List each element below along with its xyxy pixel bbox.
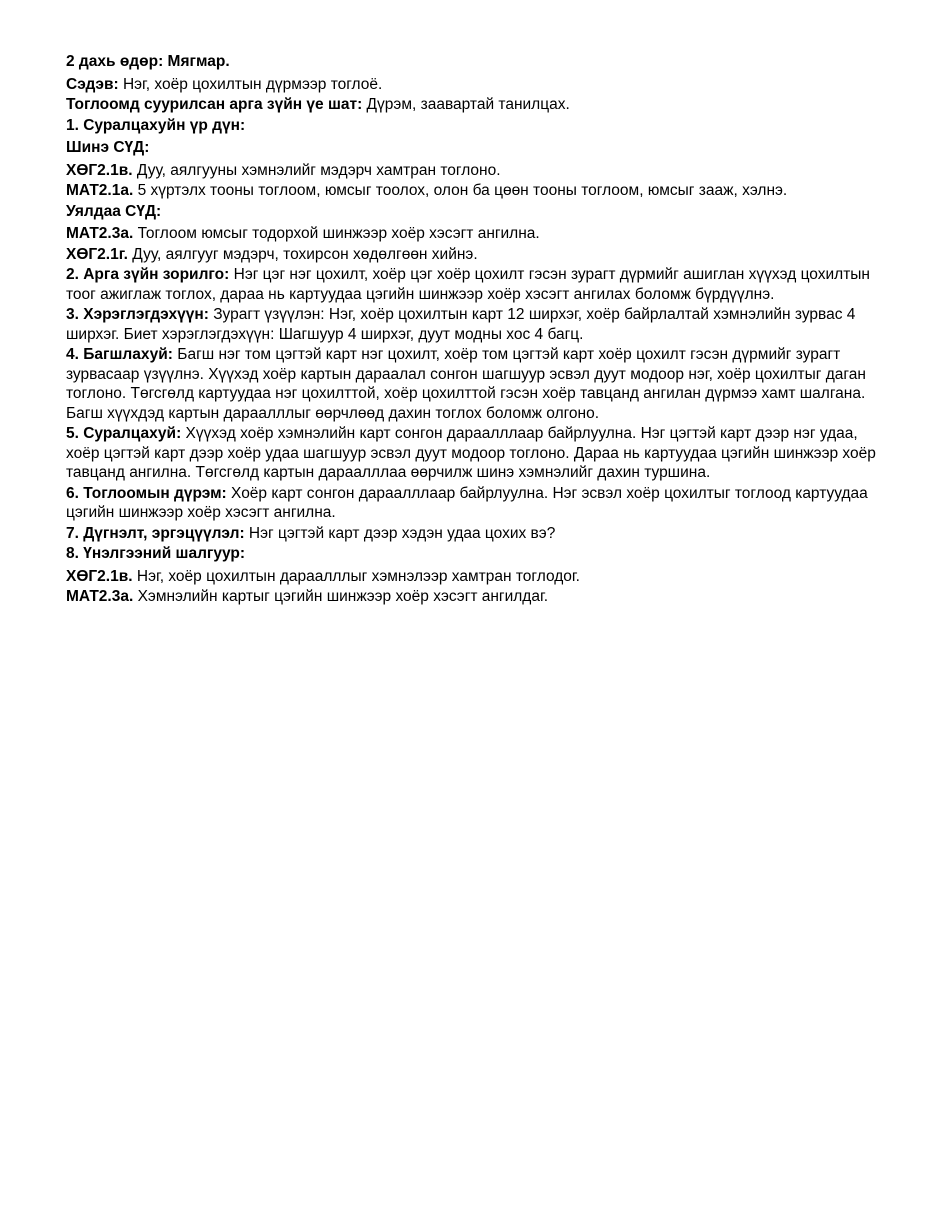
criteria-item bbox=[66, 567, 876, 587]
section-text: Нэг цэг нэг цохилт, хоёр цэг хоёр цохилт гэсэн зурагт дүрмийг ашиглан хүүхэд цохилтын тоог ажиглаж тоглох, дараа нь картуудаа цэгийн шинжээр хоёр хэсэгт ангилах боломж бүрдүүлнэ. bbox=[66, 266, 870, 303]
section-learning bbox=[66, 424, 876, 483]
outcome-item bbox=[66, 224, 876, 244]
section-method-goal bbox=[66, 265, 876, 304]
section-text: Хүүхэд хоёр хэмнэлийн карт сонгон дараалллаар байрлуулна. Нэг цэгтэй карт дээр нэг удаа, хоёр цэгтэй карт дээр хоёр удаа шагшуур эсвэл дуут модоор тоглоно. Дараа нь картуудаа цэгийн шинжээр хоёр тавцанд ангилна. Төгсгөлд картын дараалллаа өөрчилж шинэ хэмнэлийг дахин туршина. bbox=[66, 425, 876, 481]
outcomes-heading: 1. Суралцахуйн үр дүн: bbox=[66, 116, 246, 134]
section-game-rules bbox=[66, 484, 876, 523]
outcome-text: Дуу, аялгууны хэмнэлийг мэдэрч хамтран тоглоно. bbox=[132, 161, 501, 179]
section-text: Багш нэг том цэгтэй карт нэг цохилт, хоёр том цэгтэй карт хоёр цохилт гэсэн дүрмийг зурагт зурвасаар үзүүлнэ. Хүүхэд хоёр картын дараалал сонгон шагшуур эсвэл дуут модоор нэг, хоёр цохилтыг даган тоглоно. Төгсгөлд картуудаа нэг цохилттой, хоёр цохилттой гэсэн хоёр тавцанд ангилан дүрмээ хамт шалгана. Багш хүүхдэд картын дараалллыг өөрчлөөд дахин тоглох боломж олгоно. bbox=[66, 346, 866, 422]
criteria-item bbox=[66, 587, 876, 607]
criteria-code: МАТ2.3а. bbox=[66, 588, 134, 605]
criteria-text: Нэг, хоёр цохилтын дараалллыг хэмнэлээр хамтран тоглодог. bbox=[132, 567, 580, 585]
day-heading: 2 дахь өдөр: Мягмар. bbox=[66, 53, 230, 70]
section-reflection bbox=[66, 524, 876, 544]
topic-line bbox=[66, 75, 876, 95]
criteria-heading: 8. Үнэлгээний шалгуур: bbox=[66, 545, 246, 562]
topic-text: Нэг, хоёр цохилтын дүрмээр тоглоё. bbox=[118, 75, 383, 93]
section-teaching bbox=[66, 345, 876, 423]
section-materials bbox=[66, 305, 876, 344]
outcome-code: МАТ2.1а. bbox=[66, 182, 134, 199]
criteria-code: ХӨГ2.1в. bbox=[66, 567, 133, 585]
outcome-text: 5 хүртэлх тооны тоглоом, юмсыг тоолох, олон ба цөөн тооны тоглоом, юмсыг зааж, хэлнэ. bbox=[133, 182, 788, 199]
new-outcomes-heading: Шинэ СҮД: bbox=[66, 139, 150, 156]
document-page bbox=[66, 52, 876, 608]
outcome-item bbox=[66, 161, 876, 181]
section-text: Зурагт үзүүлэн: Нэг, хоёр цохилтын карт 12 ширхэг, хоёр байрлалтай хэмнэлийн зурвас 4 ширхэг. Биет хэрэглэгдэхүүн: Шагшуур 4 ширхэг, дуут модны хос 4 багц. bbox=[66, 306, 856, 343]
linked-outcomes-heading: Уялдаа СҮД: bbox=[66, 202, 162, 220]
outcome-code: МАТ2.3а. bbox=[66, 225, 134, 242]
section-text: Нэг цэгтэй карт дээр хэдэн удаа цохих вэ? bbox=[244, 524, 556, 542]
section-text: Хоёр карт сонгон дараалллаар байрлуулна. Нэг эсвэл хоёр цохилтыг тоглоод картуудаа цэгийн шинжээр хоёр хэсэгт ангилна. bbox=[66, 484, 868, 521]
outcome-code: ХӨГ2.1г. bbox=[66, 245, 128, 263]
outcome-item bbox=[66, 245, 876, 265]
topic-label: Сэдэв: bbox=[66, 75, 119, 93]
method-stage-line bbox=[66, 95, 876, 115]
section-label: 2. Арга зүйн зорилго: bbox=[66, 266, 230, 283]
outcome-text: Тоглоом юмсыг тодорхой шинжээр хоёр хэсэгт ангилна. bbox=[133, 225, 540, 242]
method-stage-text: Дүрэм, заавартай танилцах. bbox=[362, 96, 570, 113]
section-label: 7. Дүгнэлт, эргэцүүлэл: bbox=[66, 524, 245, 542]
section-label: 6. Тоглоомын дүрэм: bbox=[66, 484, 227, 502]
outcome-code: ХӨГ2.1в. bbox=[66, 161, 133, 179]
section-label: 5. Суралцахуй: bbox=[66, 425, 182, 442]
outcome-item bbox=[66, 181, 876, 201]
method-stage-label: Тоглоомд суурилсан арга зүйн үе шат: bbox=[66, 96, 363, 113]
outcome-text: Дуу, аялгууг мэдэрч, тохирсон хөдөлгөөн хийнэ. bbox=[127, 245, 478, 263]
section-label: 3. Хэрэглэгдэхүүн: bbox=[66, 306, 209, 323]
criteria-text: Хэмнэлийн картыг цэгийн шинжээр хоёр хэсэгт ангилдаг. bbox=[133, 588, 549, 605]
section-label: 4. Багшлахуй: bbox=[66, 346, 173, 363]
